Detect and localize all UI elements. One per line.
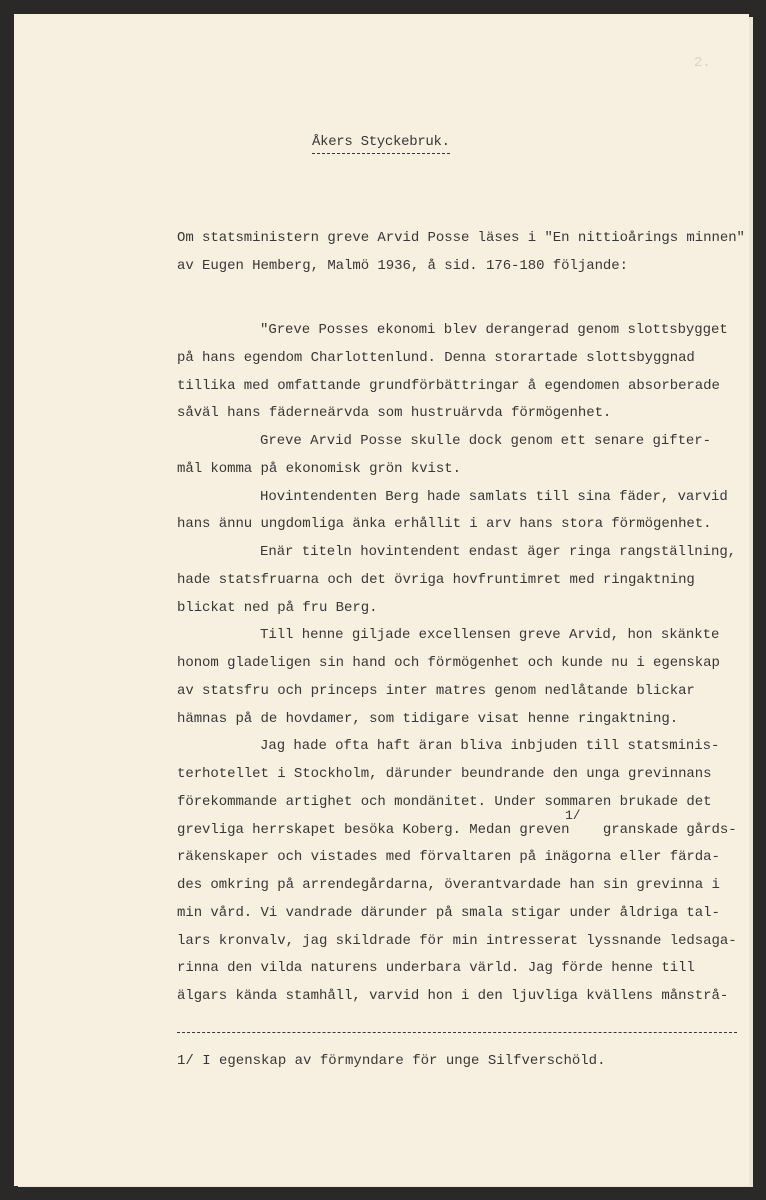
quoted-passage xyxy=(177,322,737,1016)
footnote-divider xyxy=(177,1032,737,1033)
text-line: mål komma på ekonomisk grön kvist. xyxy=(177,460,461,477)
text-line: Greve Arvid Posse skulle dock genom ett senare gifter- xyxy=(260,433,711,449)
text-line: rinna den vilda naturens underbara värld. Jag förde henne till xyxy=(177,960,695,977)
footnote-marker: 1/ xyxy=(565,808,581,823)
text-line: förekommande artighet och mondänitet. Under sommaren brukade det xyxy=(177,793,712,810)
text-line: på hans egendom Charlottenlund. Denna storartade slottsbyggnad xyxy=(177,349,695,366)
text-line: Jag hade ofta haft äran bliva inbjuden till statsminis- xyxy=(260,738,720,755)
text-line: blickat ned på fru Berg. xyxy=(177,599,378,616)
text-line: hämnas på de hovdamer, som tidigare visat henne ringaktning. xyxy=(177,710,679,727)
text-line: min vård. Vi vandrade därunder på smala stigar under åldriga tal- xyxy=(177,904,720,921)
text-line: hans ännu ungdomliga änka erhållit i arv hans stora förmögenhet. xyxy=(177,516,712,533)
text-line: tillika med omfattande grundförbättringar å egendomen absorberade xyxy=(177,377,720,394)
text-line: lars kronvalv, jag skildrade för min intresserat lyssnande ledsaga- xyxy=(177,932,737,949)
text-line: terhotellet i Stockholm, därunder beundrande den unga grevinnans xyxy=(177,766,712,782)
text-line: grevliga herrskapet besöka Koberg. Medan greven granskade gårds- xyxy=(177,821,737,838)
text-line: "Greve Posses ekonomi blev derangerad genom slottsbygget xyxy=(260,322,728,338)
text-line: Till henne giljade excellensen greve Arvid, hon skänkte xyxy=(260,627,720,644)
text-line: des omkring på arrendegårdarna, överantvardade han sin grevinna i xyxy=(177,877,720,893)
document-title: Åkers Styckebruk. xyxy=(312,134,450,154)
text-line: av Eugen Hemberg, Malmö 1936, å sid. 176-180 följande: xyxy=(177,257,628,274)
footnote: 1/ I egenskap av förmyndare för unge Silfverschöld. xyxy=(177,1053,606,1069)
text-line: Om statsministern greve Arvid Posse läses i "En nittioårings minnen" xyxy=(177,230,745,246)
text-line: älgars kända stamhåll, varvid hon i den ljuvliga kvällens månstrå- xyxy=(177,988,729,1004)
text-line: hade statsfruarna och det övriga hovfruntimret med ringaktning xyxy=(177,571,695,588)
text-line: av statsfru och princeps inter matres genom nedlåtande blickar xyxy=(177,682,695,699)
text-line: såväl hans fäderneärvda som hustruärvda förmögenhet. xyxy=(177,405,612,422)
intro-paragraph xyxy=(177,230,745,286)
text-line: räkenskaper och vistades med förvaltaren på inägorna eller färda- xyxy=(177,849,720,866)
text-line: Hovintendenten Berg hade samlats till sina fäder, varvid xyxy=(260,488,728,505)
page-number: 2. xyxy=(694,55,711,71)
text-line: Enär titeln hovintendent endast äger ringa rangställning, xyxy=(260,544,737,560)
text-line: honom gladeligen sin hand och förmögenhet och kunde nu i egenskap xyxy=(177,655,720,671)
